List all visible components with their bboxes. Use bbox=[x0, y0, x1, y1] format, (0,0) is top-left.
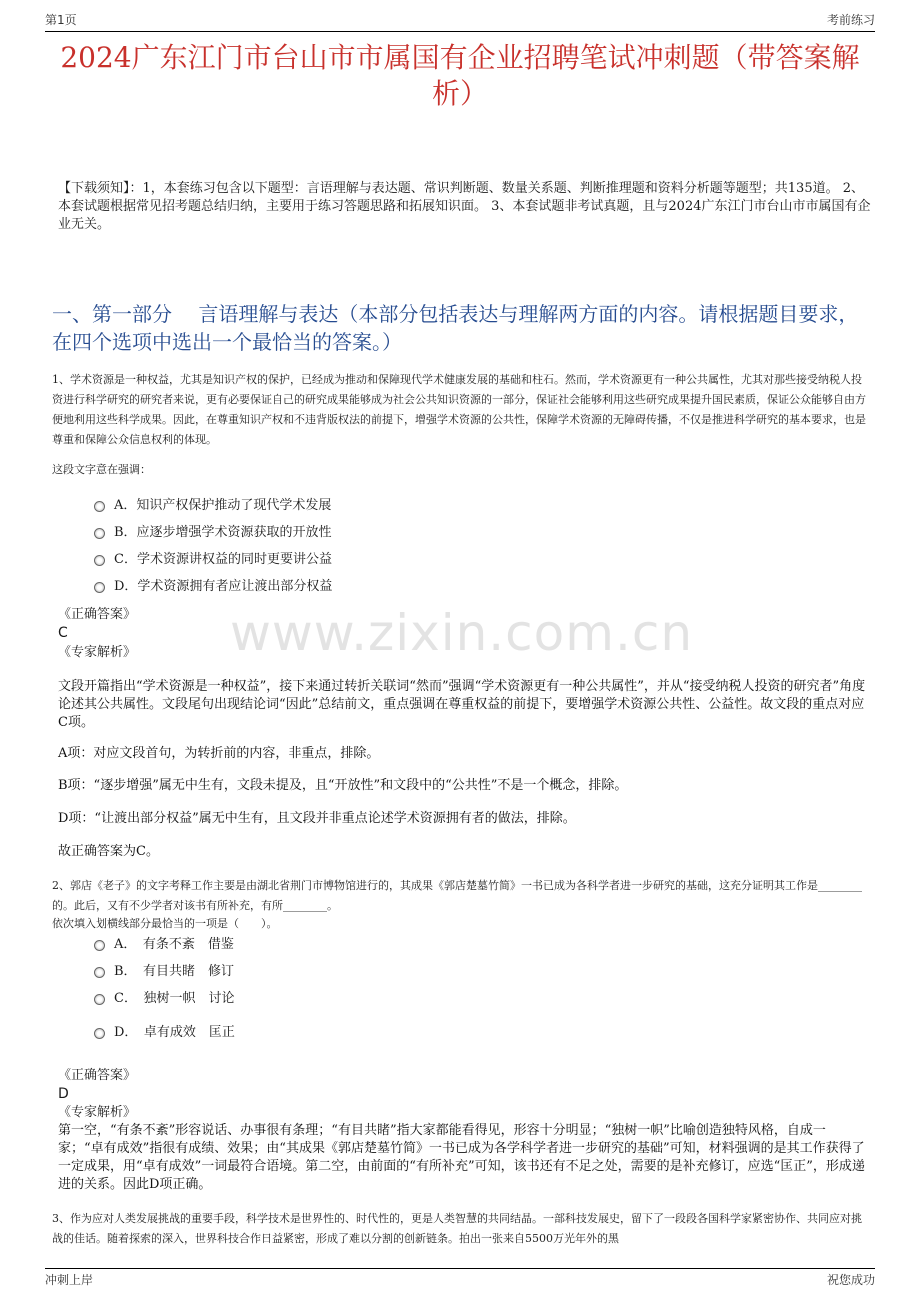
document-title: 2024广东江门市台山市市属国有企业招聘笔试冲刺题（带答案解析） bbox=[60, 41, 860, 110]
q2-answer: D bbox=[58, 1086, 69, 1102]
watermark: www.zixin.com.cn bbox=[230, 604, 694, 662]
q1-analysis-para: 文段开篇指出“学术资源是一种权益”，接下来通过转折关联词“然而”强调“学术资源更有一种公共属性”，并从“接受纳税人投资的研究者”角度论述其公共属性。文段尾句出现结论词“因此”总结前文，重点强调在尊重权益的前提下，要增强学术资源公共性、公益性。故文段的重点对应C项。 bbox=[58, 679, 866, 730]
q1-answer: C bbox=[58, 625, 68, 641]
section-heading: 一、第一部分 言语理解与表达（本部分包括表达与理解两方面的内容。请根据题目要求，在四个选项中选出一个最恰当的答案。） bbox=[52, 302, 859, 354]
question-1-stem: 这段文字意在强调： bbox=[52, 463, 151, 476]
radio-icon[interactable] bbox=[94, 940, 105, 951]
q1-analysis-d: D项：“让渡出部分权益”属无中生有，且文段并非重点论述学术资源拥有者的做法，排除。 bbox=[58, 811, 576, 826]
q1-analysis-b: B项：“逐步增强”属无中生有，文段未提及，且“开放性”和文段中的“公共性”不是一个概念，排除。 bbox=[58, 778, 628, 793]
q2-option-c[interactable]: C． 独树一帜 讨论 bbox=[94, 990, 234, 1008]
q1-conclusion: 故正确答案为C。 bbox=[58, 844, 159, 859]
q2-analysis-label: 《专家解析》 bbox=[58, 1105, 137, 1120]
q1-answer-label: 《正确答案》 bbox=[58, 607, 137, 622]
question-3-text: 3、作为应对人类发展挑战的重要手段，科学技术是世界性的、时代性的，更是人类智慧的共同结晶。一部科技发展史，留下了一段段各国科学家紧密协作、共同应对挑战的佳话。随着探索的深入，世界科技合作日益紧密，形成了难以分割的创新链条。拍出一张来自5500万光年外的黑 bbox=[52, 1212, 862, 1245]
radio-icon[interactable] bbox=[94, 528, 105, 539]
q2-option-b[interactable]: B． 有目共睹 修订 bbox=[94, 963, 234, 981]
radio-icon[interactable] bbox=[94, 967, 105, 978]
q2-option-d[interactable]: D． 卓有成效 匡正 bbox=[94, 1024, 235, 1042]
q1-option-d[interactable]: D．学术资源拥有者应让渡出部分权益 bbox=[94, 578, 332, 596]
q1-option-c[interactable]: C．学术资源讲权益的同时更要讲公益 bbox=[94, 551, 332, 569]
q1-option-a[interactable]: A．知识产权保护推动了现代学术发展 bbox=[94, 497, 331, 515]
footer-left-label: 冲刺上岸 bbox=[45, 1273, 94, 1287]
question-1-text: 1、学术资源是一种权益，尤其是知识产权的保护，已经成为推动和保障现代学术健康发展的基础和柱石。然而，学术资源更有一种公共属性，尤其对那些接受纳税人投资进行科学研究的研究者来说，更有必要保证自己的研究成果能够成为社会公共知识资源的一部分，保证社会能够利用这些研究成果提升国民素质，保证公众能够自由方便地利用这些科学成果。因此，在尊重知识产权和不违背版权法的前提下，增强学术资源的公共性，保障学术资源的无障碍传播，不仅是推进科学研究的基本要求，也是尊重和保障公众信息权利的体现。 bbox=[52, 373, 866, 446]
download-notice: 【下载须知】：1，本套练习包含以下题型：言语理解与表达题、常识判断题、数量关系题、判断推理题和资料分析题等题型；共135道。 2、本套试题根据常见招考题总结归纳，主要用于练习答题思路和拓展知识面。 3、本套试题非考试真题，且与2024广东江门市台山市市属国有企业无关。 bbox=[58, 181, 871, 232]
header-divider bbox=[45, 31, 875, 32]
page-number: 第1页 bbox=[45, 13, 77, 27]
footer-divider bbox=[45, 1268, 875, 1269]
question-2-stem: 依次填入划横线部分最恰当的一项是（ ）。 bbox=[52, 917, 278, 930]
footer-right-label: 祝您成功 bbox=[826, 1273, 875, 1287]
header-right-label: 考前练习 bbox=[826, 13, 875, 27]
q1-option-b[interactable]: B．应逐步增强学术资源获取的开放性 bbox=[94, 524, 332, 542]
q1-analysis-label: 《专家解析》 bbox=[58, 645, 137, 660]
q2-analysis: 第一空，“有条不紊”形容说话、办事很有条理；“有目共睹”指大家都能看得见，形容十分明显；“独树一帜”比喻创造独特风格，自成一家；“卓有成效”指很有成绩、效果；由“其成果《郭店楚墓竹简》一书已成为各学科学者进一步研究的基础”可知，材料强调的是其工作获得了一定成果，用“卓有成效”一词最符合语境。第二空，由前面的“有所补充”可知，该书还有不足之处，需要的是补充修订，应选“匡正”，形成递进的关系。因此D项正确。 bbox=[58, 1123, 865, 1192]
radio-icon[interactable] bbox=[94, 501, 105, 512]
radio-icon[interactable] bbox=[94, 555, 105, 566]
q2-option-a[interactable]: A． 有条不紊 借鉴 bbox=[94, 936, 234, 954]
radio-icon[interactable] bbox=[94, 994, 105, 1005]
question-2-text: 2、郭店《老子》的文字考释工作主要是由湖北省荆门市博物馆进行的，其成果《郭店楚墓竹简》一书已成为各科学者进一步研究的基础，这充分证明其工作是________的。此后，又有不少学者对该书有所补充，有所________。 bbox=[52, 879, 862, 912]
q1-analysis-a: A项：对应文段首句，为转折前的内容，非重点，排除。 bbox=[58, 746, 380, 761]
radio-icon[interactable] bbox=[94, 1028, 105, 1039]
radio-icon[interactable] bbox=[94, 582, 105, 593]
q2-answer-label: 《正确答案》 bbox=[58, 1068, 137, 1083]
